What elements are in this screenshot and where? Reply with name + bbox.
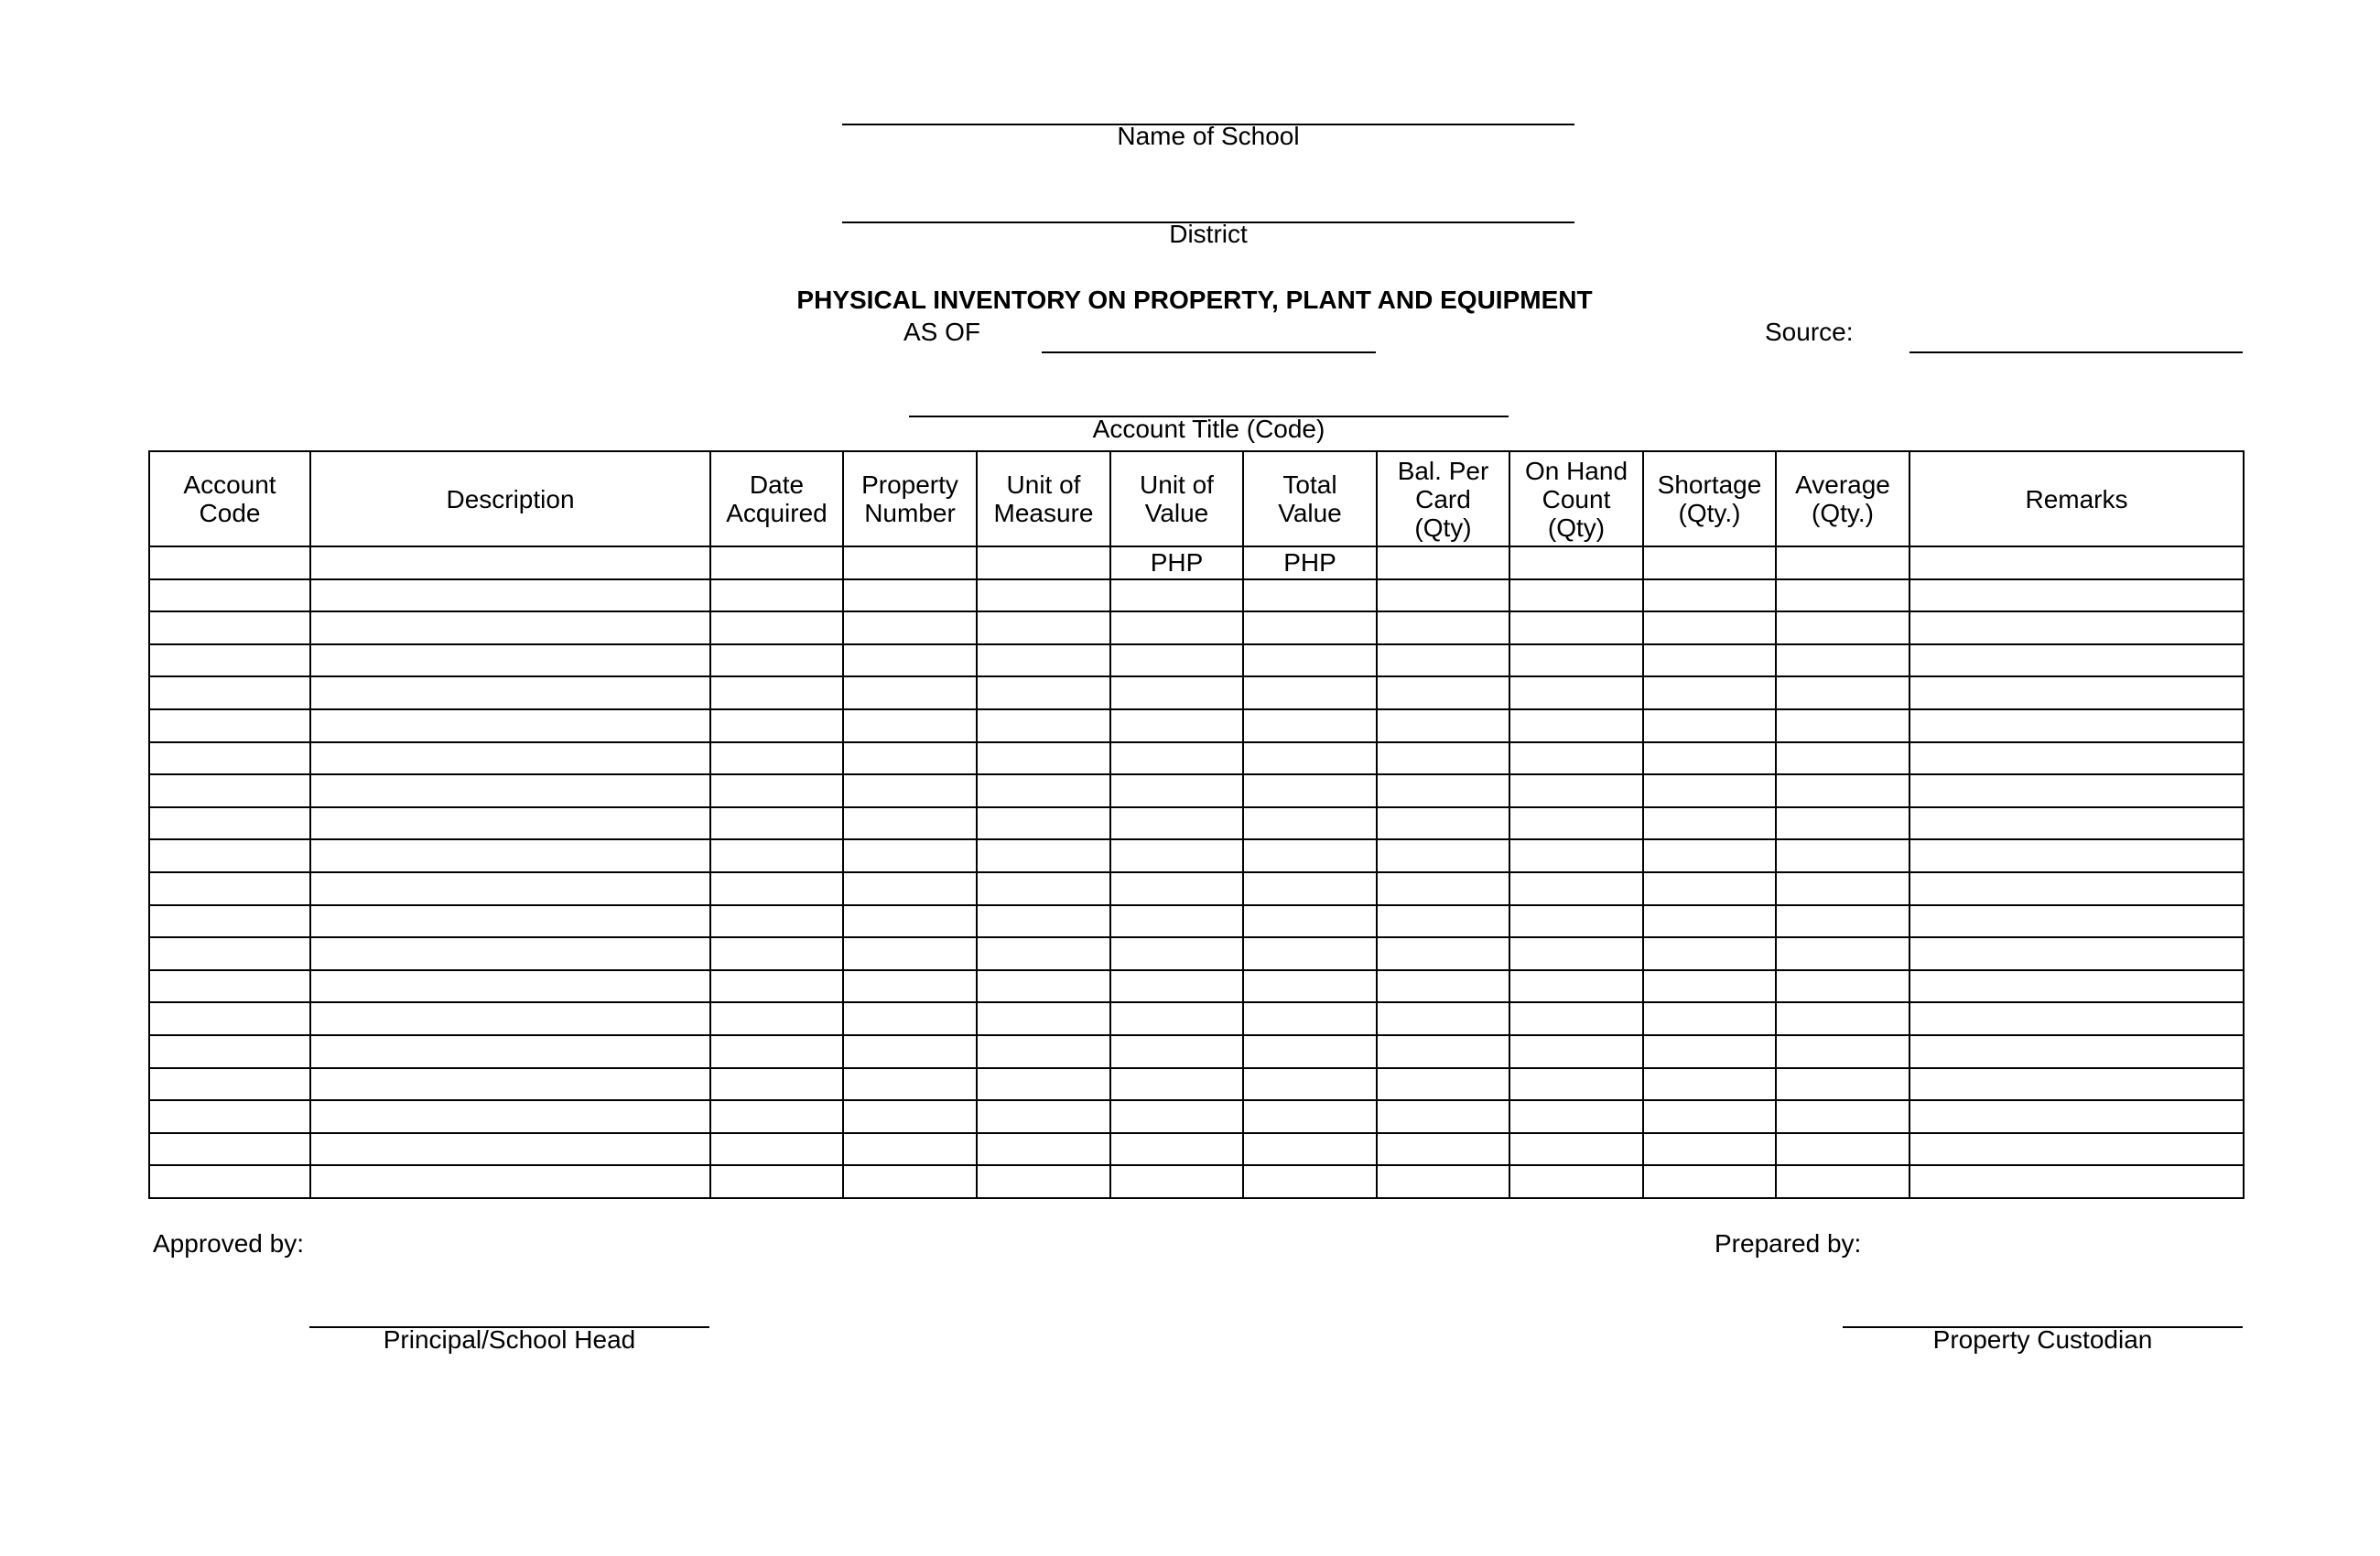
table-cell[interactable]	[1643, 872, 1776, 905]
table-cell[interactable]	[149, 1165, 310, 1198]
table-cell[interactable]	[1776, 839, 1909, 872]
table-cell[interactable]	[310, 905, 710, 938]
table-cell[interactable]	[1509, 742, 1643, 775]
table-cell[interactable]	[710, 1035, 843, 1068]
table-cell[interactable]	[149, 579, 310, 612]
col-on-hand-count: On Hand Count (Qty)	[1509, 451, 1643, 546]
table-cell[interactable]	[1643, 644, 1776, 677]
table-cell[interactable]	[977, 1068, 1110, 1101]
table-cell[interactable]	[1110, 1100, 1243, 1133]
table-cell[interactable]	[1243, 1035, 1377, 1068]
table-cell[interactable]	[977, 1100, 1110, 1133]
table-cell[interactable]	[149, 709, 310, 742]
table-cell[interactable]	[149, 1100, 310, 1133]
table-cell[interactable]	[1377, 676, 1509, 709]
currency-unit-value: PHP	[1110, 546, 1243, 579]
table-cell[interactable]	[1243, 970, 1377, 1003]
table-cell[interactable]	[1643, 807, 1776, 840]
col-shortage: Shortage (Qty.)	[1643, 451, 1776, 546]
table-cell[interactable]	[1776, 1035, 1909, 1068]
table-cell[interactable]	[977, 676, 1110, 709]
table-cell[interactable]	[1776, 1165, 1909, 1198]
table-cell[interactable]	[1643, 1133, 1776, 1166]
table-cell[interactable]	[1110, 611, 1243, 644]
table-cell[interactable]	[1110, 1002, 1243, 1035]
table-cell[interactable]	[977, 579, 1110, 612]
table-cell[interactable]	[1243, 1165, 1377, 1198]
table-cell[interactable]	[149, 937, 310, 970]
table-cell[interactable]	[1643, 1165, 1776, 1198]
table-cell[interactable]	[710, 872, 843, 905]
source-line[interactable]	[1909, 351, 2243, 353]
table-cell[interactable]	[710, 579, 843, 612]
table-cell[interactable]	[1110, 709, 1243, 742]
col-unit-of-value: Unit of Value	[1110, 451, 1243, 546]
table-cell[interactable]	[1776, 644, 1909, 677]
table-cell[interactable]	[1909, 1035, 2244, 1068]
table-row	[149, 1002, 2244, 1035]
table-cell[interactable]	[1909, 611, 2244, 644]
table-cell[interactable]	[1776, 709, 1909, 742]
table-cell[interactable]	[1776, 742, 1909, 775]
table-row	[149, 839, 2244, 872]
table-cell[interactable]	[1110, 839, 1243, 872]
table-cell[interactable]	[1110, 579, 1243, 612]
table-cell[interactable]	[710, 546, 843, 579]
table-cell[interactable]	[310, 709, 710, 742]
table-cell[interactable]	[1243, 1068, 1377, 1101]
table-cell[interactable]	[977, 774, 1110, 807]
table-cell[interactable]	[1909, 579, 2244, 612]
table-cell[interactable]	[1776, 579, 1909, 612]
table-cell[interactable]	[1509, 1068, 1643, 1101]
table-cell[interactable]	[1643, 1035, 1776, 1068]
table-cell[interactable]	[1377, 1068, 1509, 1101]
table-cell[interactable]	[1509, 839, 1643, 872]
table-cell[interactable]	[1909, 905, 2244, 938]
table-cell[interactable]	[1243, 774, 1377, 807]
table-cell[interactable]	[1377, 905, 1509, 938]
table-cell[interactable]	[977, 709, 1110, 742]
table-cell[interactable]	[1243, 611, 1377, 644]
table-cell[interactable]	[1110, 1068, 1243, 1101]
table-cell[interactable]	[1377, 839, 1509, 872]
table-cell[interactable]	[1776, 905, 1909, 938]
table-cell[interactable]	[1509, 546, 1643, 579]
table-cell[interactable]	[710, 611, 843, 644]
table-cell[interactable]	[1643, 546, 1776, 579]
table-cell[interactable]	[1377, 1002, 1509, 1035]
table-row	[149, 1100, 2244, 1133]
table-cell[interactable]	[149, 839, 310, 872]
table-row	[149, 676, 2244, 709]
table-cell[interactable]	[1377, 1165, 1509, 1198]
table-cell[interactable]	[843, 872, 977, 905]
table-cell[interactable]	[1509, 611, 1643, 644]
table-cell[interactable]	[310, 839, 710, 872]
table-cell[interactable]	[310, 1100, 710, 1133]
table-cell[interactable]	[1776, 937, 1909, 970]
col-property-number: Property Number	[843, 451, 977, 546]
table-cell[interactable]	[1509, 676, 1643, 709]
table-cell[interactable]	[710, 1002, 843, 1035]
table-cell[interactable]	[149, 611, 310, 644]
table-cell[interactable]	[1776, 1100, 1909, 1133]
table-cell[interactable]	[710, 742, 843, 775]
table-cell[interactable]	[1377, 774, 1509, 807]
table-cell[interactable]	[1509, 1002, 1643, 1035]
table-cell[interactable]	[1909, 1002, 2244, 1035]
table-cell[interactable]	[977, 807, 1110, 840]
prepared-by-label: Prepared by:	[1715, 1229, 1862, 1258]
table-cell[interactable]	[710, 774, 843, 807]
col-total-value: Total Value	[1243, 451, 1377, 546]
col-remarks: Remarks	[1909, 451, 2244, 546]
table-cell[interactable]	[1377, 970, 1509, 1003]
table-cell[interactable]	[1909, 1068, 2244, 1101]
table-cell[interactable]	[310, 1035, 710, 1068]
approved-by-label: Approved by:	[153, 1229, 304, 1258]
table-cell[interactable]	[1643, 905, 1776, 938]
table-cell[interactable]	[1243, 644, 1377, 677]
table-cell[interactable]	[1909, 937, 2244, 970]
table-cell[interactable]	[310, 1068, 710, 1101]
table-cell[interactable]	[1909, 676, 2244, 709]
table-cell[interactable]	[1643, 579, 1776, 612]
table-cell[interactable]	[1643, 742, 1776, 775]
table-cell[interactable]	[1909, 546, 2244, 579]
table-cell[interactable]	[710, 1068, 843, 1101]
table-cell[interactable]	[710, 807, 843, 840]
table-cell[interactable]	[1909, 774, 2244, 807]
table-cell[interactable]	[1377, 742, 1509, 775]
table-cell[interactable]	[1243, 1002, 1377, 1035]
table-cell[interactable]	[843, 1133, 977, 1166]
table-cell[interactable]	[843, 644, 977, 677]
table-cell[interactable]	[977, 611, 1110, 644]
table-cell[interactable]	[843, 676, 977, 709]
table-cell[interactable]	[1643, 611, 1776, 644]
table-cell[interactable]	[1243, 676, 1377, 709]
table-cell[interactable]	[1377, 872, 1509, 905]
table-cell[interactable]	[149, 970, 310, 1003]
table-row	[149, 611, 2244, 644]
table-row	[149, 579, 2244, 612]
table-cell[interactable]	[977, 937, 1110, 970]
table-cell[interactable]	[1243, 937, 1377, 970]
table-cell[interactable]	[310, 611, 710, 644]
table-cell[interactable]	[310, 872, 710, 905]
table-cell[interactable]	[1776, 774, 1909, 807]
table-cell[interactable]	[1509, 1165, 1643, 1198]
table-cell[interactable]	[1243, 1100, 1377, 1133]
table-cell[interactable]	[310, 742, 710, 775]
table-cell[interactable]	[149, 872, 310, 905]
table-cell[interactable]	[1776, 1068, 1909, 1101]
table-cell[interactable]	[1110, 807, 1243, 840]
table-cell[interactable]	[1776, 676, 1909, 709]
table-cell[interactable]	[1377, 1133, 1509, 1166]
table-cell[interactable]	[310, 937, 710, 970]
table-cell[interactable]	[1776, 1133, 1909, 1166]
table-cell[interactable]	[1377, 937, 1509, 970]
table-cell[interactable]	[710, 644, 843, 677]
table-header-row	[149, 451, 2244, 546]
table-cell[interactable]	[1909, 644, 2244, 677]
table-cell[interactable]	[1509, 872, 1643, 905]
table-cell[interactable]	[1110, 774, 1243, 807]
table-cell[interactable]	[843, 807, 977, 840]
table-cell[interactable]	[1776, 970, 1909, 1003]
table-cell[interactable]	[843, 1035, 977, 1068]
table-cell[interactable]	[843, 1100, 977, 1133]
table-cell[interactable]	[1377, 709, 1509, 742]
table-cell[interactable]	[977, 839, 1110, 872]
table-row	[149, 644, 2244, 677]
table-cell[interactable]	[310, 579, 710, 612]
form-title: PHYSICAL INVENTORY ON PROPERTY, PLANT AND EQUIPMENT	[796, 286, 1593, 314]
table-cell[interactable]	[1909, 970, 2244, 1003]
table-cell[interactable]	[1110, 1035, 1243, 1068]
table-cell[interactable]	[1776, 872, 1909, 905]
table-cell[interactable]	[1643, 839, 1776, 872]
table-cell[interactable]	[843, 579, 977, 612]
table-cell[interactable]	[1509, 644, 1643, 677]
table-cell[interactable]	[1909, 1100, 2244, 1133]
table-cell[interactable]	[977, 546, 1110, 579]
table-cell[interactable]	[310, 807, 710, 840]
table-cell[interactable]	[1243, 709, 1377, 742]
table-cell[interactable]	[1509, 1133, 1643, 1166]
table-cell[interactable]	[1509, 905, 1643, 938]
table-cell[interactable]	[1776, 546, 1909, 579]
table-cell[interactable]	[149, 546, 310, 579]
table-cell[interactable]	[149, 676, 310, 709]
table-cell[interactable]	[310, 546, 710, 579]
table-cell[interactable]	[310, 1133, 710, 1166]
table-cell[interactable]	[843, 1068, 977, 1101]
table-cell[interactable]	[843, 905, 977, 938]
table-cell[interactable]	[1110, 644, 1243, 677]
table-row	[149, 872, 2244, 905]
table-cell[interactable]	[149, 774, 310, 807]
table-cell[interactable]	[710, 1100, 843, 1133]
table-cell[interactable]	[1909, 807, 2244, 840]
table-cell[interactable]	[1243, 905, 1377, 938]
table-cell[interactable]	[1377, 1100, 1509, 1133]
table-cell[interactable]	[977, 872, 1110, 905]
table-cell[interactable]	[710, 676, 843, 709]
table-cell[interactable]	[843, 774, 977, 807]
table-cell[interactable]	[149, 742, 310, 775]
table-cell[interactable]	[1377, 579, 1509, 612]
table-cell[interactable]	[1643, 774, 1776, 807]
col-average: Average (Qty.)	[1776, 451, 1909, 546]
col-date-acquired: Date Acquired	[710, 451, 843, 546]
table-cell[interactable]	[1909, 839, 2244, 872]
table-cell[interactable]	[1243, 839, 1377, 872]
table-row	[149, 1068, 2244, 1101]
table-cell[interactable]	[149, 644, 310, 677]
table-cell[interactable]	[149, 1035, 310, 1068]
source-label: Source:	[1765, 318, 1854, 346]
table-cell[interactable]	[710, 1133, 843, 1166]
col-description: Description	[310, 451, 710, 546]
table-cell[interactable]	[310, 1165, 710, 1198]
table-cell[interactable]	[1643, 1068, 1776, 1101]
table-cell[interactable]	[843, 1165, 977, 1198]
table-cell[interactable]	[1110, 872, 1243, 905]
school-name-label: Name of School	[1117, 122, 1300, 150]
table-cell[interactable]	[710, 970, 843, 1003]
table-cell[interactable]	[710, 905, 843, 938]
table-cell[interactable]	[1110, 1165, 1243, 1198]
table-cell[interactable]	[1243, 1133, 1377, 1166]
table-cell[interactable]	[310, 970, 710, 1003]
table-cell[interactable]	[843, 611, 977, 644]
table-cell[interactable]	[843, 970, 977, 1003]
table-cell[interactable]	[149, 1068, 310, 1101]
approver-title: Principal/School Head	[383, 1325, 636, 1354]
col-bal-per-card: Bal. Per Card (Qty)	[1377, 451, 1509, 546]
table-cell[interactable]	[1509, 709, 1643, 742]
table-cell[interactable]	[1909, 742, 2244, 775]
table-cell[interactable]	[1377, 1035, 1509, 1068]
table-cell[interactable]	[1509, 579, 1643, 612]
table-cell[interactable]	[1909, 709, 2244, 742]
table-cell[interactable]	[149, 905, 310, 938]
table-cell[interactable]	[1377, 611, 1509, 644]
table-row	[149, 742, 2244, 775]
table-cell[interactable]	[1909, 872, 2244, 905]
table-cell[interactable]	[149, 807, 310, 840]
table-cell[interactable]	[310, 676, 710, 709]
table-cell[interactable]	[1243, 742, 1377, 775]
table-row	[149, 1165, 2244, 1198]
table-cell[interactable]	[843, 742, 977, 775]
table-cell[interactable]	[1909, 1165, 2244, 1198]
table-cell[interactable]	[977, 1002, 1110, 1035]
table-cell[interactable]	[1909, 1133, 2244, 1166]
table-cell[interactable]	[977, 1165, 1110, 1198]
table-cell[interactable]	[1509, 937, 1643, 970]
col-account-code: Account Code	[149, 451, 310, 546]
table-cell[interactable]	[1509, 807, 1643, 840]
table-cell[interactable]	[710, 1165, 843, 1198]
table-cell[interactable]	[1509, 774, 1643, 807]
table-cell[interactable]	[843, 1002, 977, 1035]
table-cell[interactable]	[977, 644, 1110, 677]
table-cell[interactable]	[310, 644, 710, 677]
district-label: District	[1169, 220, 1248, 248]
table-cell[interactable]	[310, 1002, 710, 1035]
table-cell[interactable]	[1110, 1133, 1243, 1166]
table-row	[149, 970, 2244, 1003]
table-cell[interactable]	[1643, 1100, 1776, 1133]
table-cell[interactable]	[843, 839, 977, 872]
table-cell[interactable]	[1377, 546, 1509, 579]
table-cell[interactable]	[1643, 676, 1776, 709]
table-cell[interactable]	[1110, 742, 1243, 775]
account-title-label: Account Title (Code)	[1092, 415, 1325, 443]
currency-row	[149, 546, 2244, 579]
table-cell[interactable]	[1110, 905, 1243, 938]
table-cell[interactable]	[1243, 579, 1377, 612]
table-cell[interactable]	[977, 742, 1110, 775]
table-cell[interactable]	[1377, 807, 1509, 840]
table-cell[interactable]	[1509, 1035, 1643, 1068]
table-cell[interactable]	[843, 937, 977, 970]
table-cell[interactable]	[710, 937, 843, 970]
table-cell[interactable]	[1243, 807, 1377, 840]
table-cell[interactable]	[710, 839, 843, 872]
table-cell[interactable]	[977, 1035, 1110, 1068]
table-cell[interactable]	[1110, 970, 1243, 1003]
table-cell[interactable]	[1243, 872, 1377, 905]
table-cell[interactable]	[1643, 970, 1776, 1003]
table-cell[interactable]	[149, 1002, 310, 1035]
table-cell[interactable]	[1110, 937, 1243, 970]
table-row	[149, 1133, 2244, 1166]
table-cell[interactable]	[1776, 611, 1909, 644]
table-cell[interactable]	[149, 1133, 310, 1166]
table-cell[interactable]	[1377, 644, 1509, 677]
currency-total-value: PHP	[1243, 546, 1377, 579]
as-of-date-line[interactable]	[1042, 351, 1376, 353]
col-unit-of-measure: Unit of Measure	[977, 451, 1110, 546]
table-cell[interactable]	[1776, 1002, 1909, 1035]
table-cell[interactable]	[977, 970, 1110, 1003]
table-cell[interactable]	[843, 709, 977, 742]
as-of-label: AS OF	[903, 318, 981, 346]
table-cell[interactable]	[977, 1133, 1110, 1166]
table-cell[interactable]	[310, 774, 710, 807]
table-cell[interactable]	[1643, 1002, 1776, 1035]
table-cell[interactable]	[843, 546, 977, 579]
table-row	[149, 937, 2244, 970]
table-cell[interactable]	[1509, 1100, 1643, 1133]
inventory-table	[148, 450, 2245, 1199]
table-cell[interactable]	[1110, 676, 1243, 709]
table-row	[149, 1035, 2244, 1068]
table-cell[interactable]	[1776, 807, 1909, 840]
preparer-title: Property Custodian	[1932, 1325, 2153, 1354]
table-row	[149, 905, 2244, 938]
table-cell[interactable]	[710, 709, 843, 742]
table-cell[interactable]	[1643, 709, 1776, 742]
table-cell[interactable]	[1509, 970, 1643, 1003]
table-cell[interactable]	[977, 905, 1110, 938]
table-cell[interactable]	[1643, 937, 1776, 970]
table-row	[149, 774, 2244, 807]
table-row	[149, 807, 2244, 840]
table-row	[149, 709, 2244, 742]
